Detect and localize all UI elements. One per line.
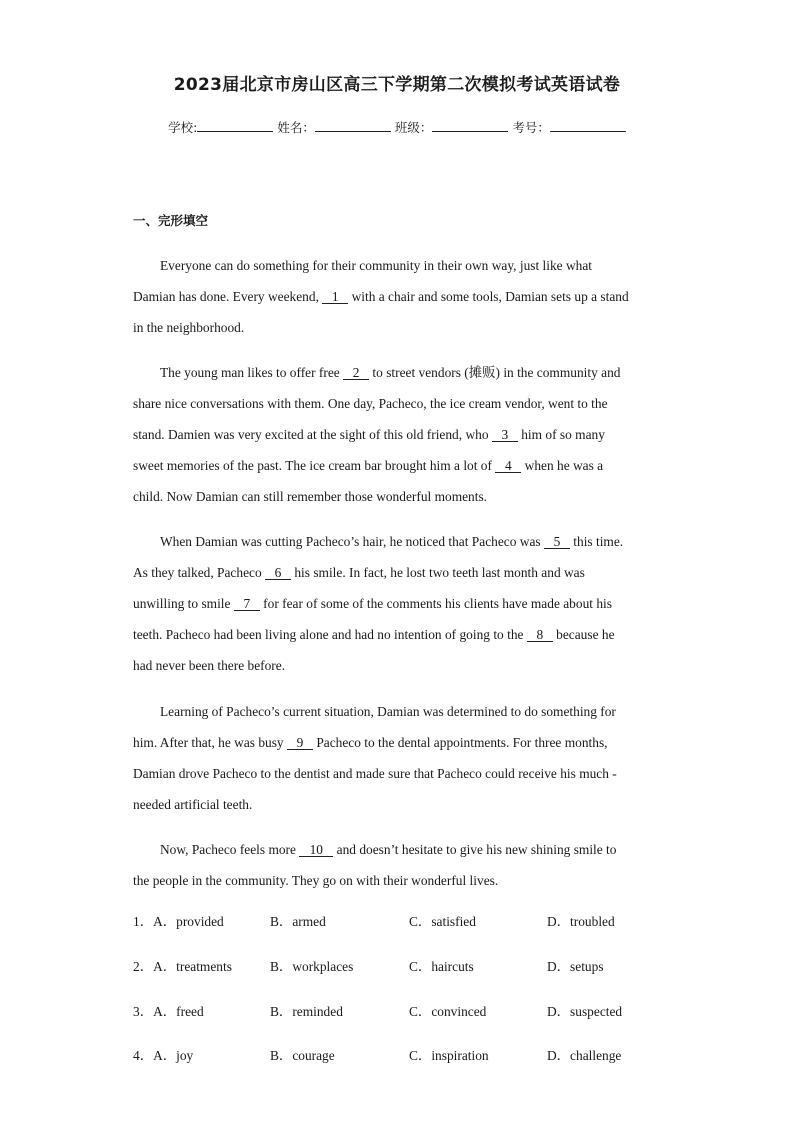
passage-line bbox=[133, 789, 663, 820]
passage-line bbox=[133, 557, 663, 588]
passage-text: him of so many bbox=[517, 427, 605, 442]
passage-text: needed artificial teeth. bbox=[133, 797, 253, 812]
passage-text: sweet memories of the past. The ice cream bar brought him a lot of bbox=[133, 458, 496, 473]
name-label: 姓名： bbox=[277, 120, 315, 135]
exam-number-blank[interactable] bbox=[550, 119, 626, 132]
passage-line bbox=[133, 357, 663, 388]
passage-text: Damian drove Pacheco to the dentist and made sure that Pacheco could receive his much - bbox=[133, 766, 617, 781]
answer-option[interactable]: B．courage bbox=[270, 1048, 335, 1063]
passage-line bbox=[133, 834, 663, 865]
class-label: 班级： bbox=[394, 120, 433, 135]
passage-line bbox=[133, 758, 663, 789]
passage-text: Now, Pacheco feels more bbox=[160, 842, 300, 857]
passage-line bbox=[133, 865, 663, 896]
passage-text: his smile. In fact, he lost two teeth last month and was bbox=[291, 565, 585, 580]
passage-text: share nice conversations with them. One day, Pacheco, the ice cream vendor, went to the bbox=[133, 396, 608, 411]
passage-line bbox=[133, 450, 663, 481]
passage-text: because he bbox=[552, 627, 615, 642]
passage-text: Damian has done. Every weekend, bbox=[133, 289, 323, 304]
passage-text: when he was a bbox=[521, 458, 604, 473]
cloze-blank-10[interactable]: 10 bbox=[299, 843, 333, 857]
question-row bbox=[133, 911, 693, 931]
answer-option[interactable]: D．setups bbox=[547, 959, 604, 974]
question-row bbox=[133, 1045, 693, 1065]
passage-line bbox=[133, 481, 663, 512]
question-row bbox=[133, 1001, 693, 1021]
passage-text: and doesn’t hesitate to give his new shining smile to bbox=[333, 842, 617, 857]
passage-line bbox=[133, 250, 663, 281]
passage-text: As they talked, Pacheco bbox=[133, 565, 266, 580]
passage-text: The young man likes to offer free bbox=[160, 365, 344, 380]
passage-text: this time. bbox=[569, 534, 624, 549]
cloze-blank-4[interactable]: 4 bbox=[495, 459, 521, 473]
passage-text: Everyone can do something for their community in their own way, just like what bbox=[160, 258, 592, 273]
page-title: 2023届北京市房山区高三下学期第二次模拟考试英语试卷 bbox=[173, 75, 621, 95]
cloze-blank-2[interactable]: 2 bbox=[343, 366, 369, 380]
passage-text: unwilling to smile bbox=[133, 596, 234, 611]
cloze-blank-7[interactable]: 7 bbox=[234, 597, 260, 611]
passage-text: to street vendors (摊贩) in the community and bbox=[369, 365, 621, 380]
cloze-blank-5[interactable]: 5 bbox=[544, 535, 570, 549]
passage-text: Pacheco to the dental appointments. For three months, bbox=[312, 735, 608, 750]
answer-option[interactable]: D．troubled bbox=[547, 914, 615, 929]
passage-text: had never been there before. bbox=[133, 658, 286, 673]
question-row bbox=[133, 956, 693, 976]
exam-number-label: 考号： bbox=[512, 120, 550, 135]
passage-line bbox=[133, 619, 663, 650]
school-label: 学校: bbox=[168, 120, 198, 135]
cloze-blank-6[interactable]: 6 bbox=[265, 566, 291, 580]
class-blank[interactable] bbox=[432, 119, 508, 132]
passage-line bbox=[133, 388, 663, 419]
passage-text: When Damian was cutting Pacheco’s hair, he noticed that Pacheco was bbox=[160, 534, 544, 549]
answer-option[interactable]: C．satisfied bbox=[409, 914, 476, 929]
passage-text: stand. Damien was very excited at the sight of this old friend, who bbox=[133, 427, 492, 442]
answer-option[interactable]: 4．A．joy bbox=[133, 1048, 194, 1063]
school-blank[interactable] bbox=[197, 119, 273, 132]
passage-text: in the neighborhood. bbox=[133, 320, 245, 335]
cloze-blank-8[interactable]: 8 bbox=[527, 628, 553, 642]
answer-option[interactable]: C．inspiration bbox=[409, 1048, 489, 1063]
passage-text: teeth. Pacheco had been living alone and had no intention of going to the bbox=[133, 627, 527, 642]
passage-text: Learning of Pacheco’s current situation, Damian was determined to do something for bbox=[160, 704, 616, 719]
passage-paragraph bbox=[133, 357, 663, 512]
answer-option[interactable]: 3．A．freed bbox=[133, 1004, 204, 1019]
passage-paragraph bbox=[133, 526, 663, 681]
passage-paragraph bbox=[133, 250, 663, 343]
answer-option[interactable]: C．convinced bbox=[409, 1004, 487, 1019]
section-heading: 一、完形填空 bbox=[133, 213, 209, 228]
answer-option[interactable]: D．suspected bbox=[547, 1004, 623, 1019]
answer-option[interactable]: B．reminded bbox=[270, 1004, 343, 1019]
answer-option[interactable]: B．workplaces bbox=[270, 959, 354, 974]
passage-text: for fear of some of the comments his clients have made about his bbox=[259, 596, 612, 611]
passage-line bbox=[133, 312, 663, 343]
answer-option[interactable]: 2．A．treatments bbox=[133, 959, 232, 974]
cloze-blank-3[interactable]: 3 bbox=[492, 428, 518, 442]
passage-paragraph bbox=[133, 834, 663, 896]
answer-option[interactable]: C．haircuts bbox=[409, 959, 474, 974]
passage-line bbox=[133, 727, 663, 758]
passage-line bbox=[133, 526, 663, 557]
passage-line bbox=[133, 281, 663, 312]
passage-text: with a chair and some tools, Damian sets up a stand bbox=[348, 289, 629, 304]
cloze-blank-1[interactable]: 1 bbox=[322, 290, 348, 304]
student-info-line bbox=[0, 118, 794, 136]
passage-line bbox=[133, 419, 663, 450]
passage-line bbox=[133, 650, 663, 681]
cloze-blank-9[interactable]: 9 bbox=[287, 736, 313, 750]
name-blank[interactable] bbox=[315, 119, 391, 132]
answer-option[interactable]: D．challenge bbox=[547, 1048, 622, 1063]
passage-line bbox=[133, 696, 663, 727]
passage-line bbox=[133, 588, 663, 619]
answer-option[interactable]: B．armed bbox=[270, 914, 326, 929]
passage-text: the people in the community. They go on with their wonderful lives. bbox=[133, 873, 499, 888]
passage-text: child. Now Damian can still remember those wonderful moments. bbox=[133, 489, 488, 504]
passage-paragraph bbox=[133, 696, 663, 820]
passage-text: him. After that, he was busy bbox=[133, 735, 287, 750]
answer-option[interactable]: 1．A．provided bbox=[133, 914, 224, 929]
